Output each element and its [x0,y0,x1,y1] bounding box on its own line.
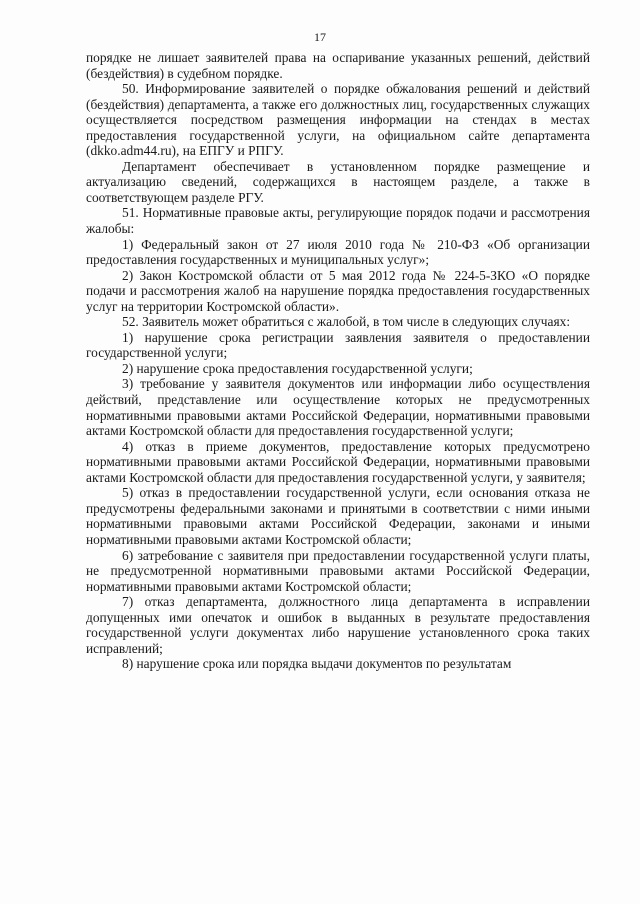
paragraph-51-item-1: 1) Федеральный закон от 27 июля 2010 года № 210-ФЗ «Об организации предоставления государственных и муниципальных услуг»; [86,236,590,268]
paragraph-51-item-2: 2) Закон Костромской области от 5 мая 2012 года № 224-5-ЗКО «О порядке подачи и рассмотрения жалоб на нарушение порядка предоставления государственных услуг на территории Костромской области». [86,267,590,314]
document-body [86,50,590,672]
paragraph-50: 50. Информирование заявителей о порядке обжалования решений и действий (бездействия) департамента, а также его должностных лиц, государственных служащих осуществляется посредством размещения информации на стендах в местах предоставления государственной услуги, на официальном сайте департамента (dkko.adm44.ru), на ЕПГУ и РПГУ. [86,81,590,159]
paragraph-52-item-4: 4) отказ в приеме документов, предоставление которых предусмотрено нормативными правовыми актами Российской Федерации, нормативными правовыми актами Костромской области для предоставления государственной услуги, у заявителя; [86,438,590,485]
paragraph-52-item-3: 3) требование у заявителя документов или информации либо осуществления действий, представление или осуществление которых не предусмотренных нормативными правовыми актами Российской Федерации, нормативными правовыми актами Костромской области для предоставления государственной услуги; [86,376,590,439]
paragraph-52: 52. Заявитель может обратиться с жалобой, в том числе в следующих случаях: [122,314,571,330]
paragraph-52-item-2: 2) нарушение срока предоставления государственной услуги; [122,360,473,376]
paragraph-51: 51. Нормативные правовые акты, регулирующие порядок подачи и рассмотрения жалобы: [86,205,590,237]
paragraph-52-item-5: 5) отказ в предоставлении государственной услуги, если основания отказа не предусмотрены федеральными законами и принятыми в соответствии с ними иными нормативными правовыми актами Российской Федерации, законами и иными нормативными правовыми актами Костромской области; [86,485,590,547]
paragraph-52-item-1: 1) нарушение срока регистрации заявления заявителя о предоставлении государственной услуги; [86,329,590,361]
paragraph-52-item-6: 6) затребование с заявителя при предоставлении государственной услуги платы, не предусмотренной нормативными правовыми актами Российской Федерации, нормативными правовыми актами Костромской области; [86,547,590,594]
paragraph-52-item-7: 7) отказ департамента, должностного лица департамента в исправлении допущенных ими опечаток и ошибок в выданных в результате предоставления государственной услуги документах либо нарушение установленного срока таких исправлений; [86,594,590,656]
page-number: 17 [314,30,326,44]
paragraph-52-item-8: 8) нарушение срока или порядка выдачи документов по результатам [122,656,512,672]
paragraph-continuation: порядке не лишает заявителей права на оспаривание указанных решений, действий (бездействия) в судебном порядке. [86,50,590,81]
paragraph-department-duty: Департамент обеспечивает в установленном порядке размещение и актуализацию сведений, содержащихся в настоящем разделе, а также в соответствующем разделе РГУ. [86,158,590,205]
